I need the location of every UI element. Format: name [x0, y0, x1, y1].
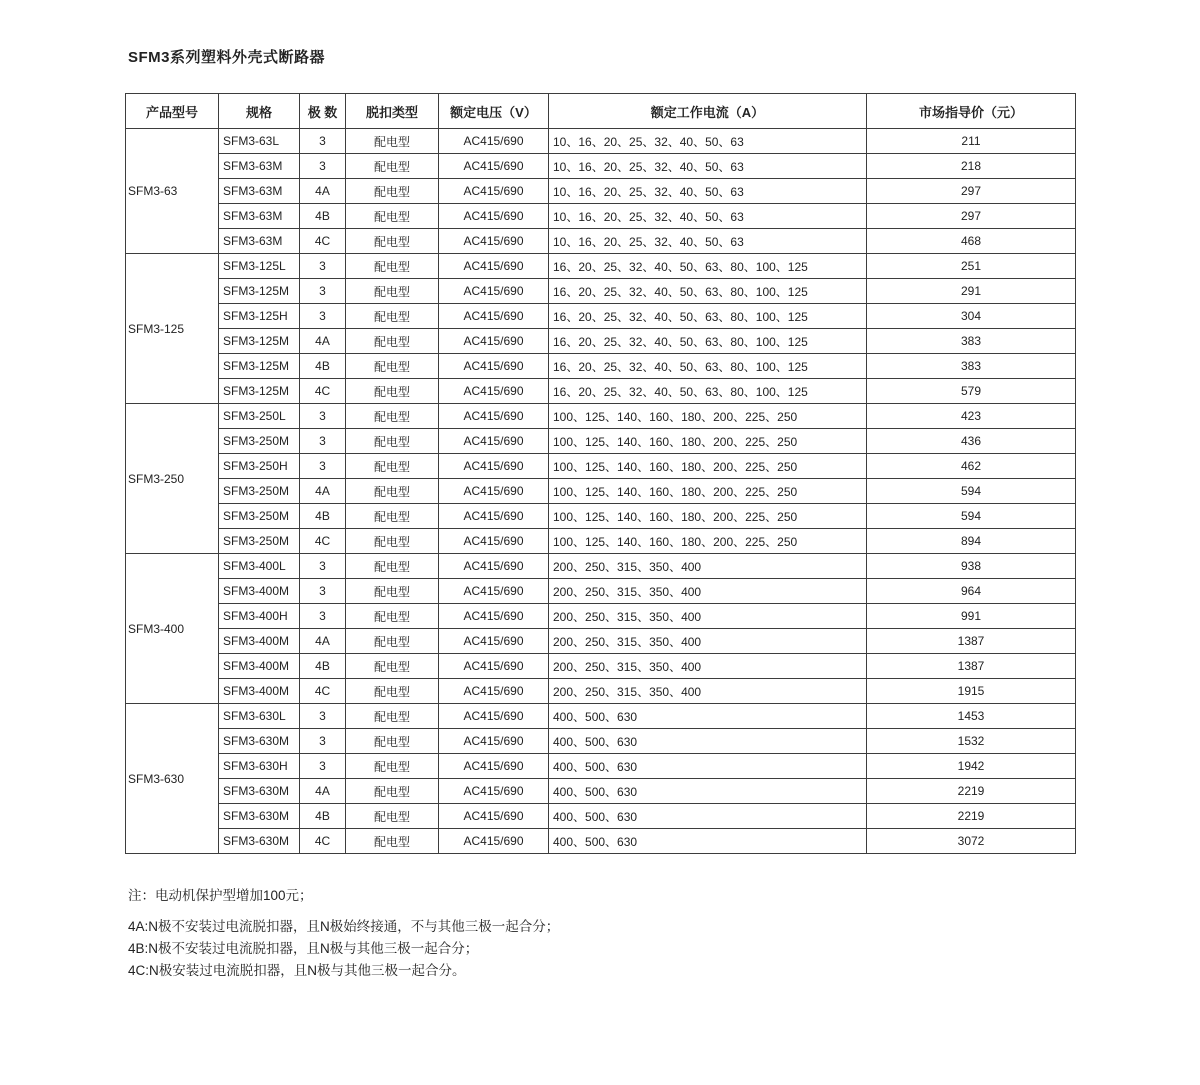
spec-cell: SFM3-63M: [219, 179, 300, 204]
current-cell: 200、250、315、350、400: [549, 654, 867, 679]
voltage-cell: AC415/690: [439, 179, 549, 204]
spec-cell: SFM3-63L: [219, 129, 300, 154]
current-cell: 400、500、630: [549, 829, 867, 854]
table-row: [126, 479, 1076, 504]
spec-cell: SFM3-125L: [219, 254, 300, 279]
table-row: [126, 679, 1076, 704]
notes-pole-definitions: [128, 916, 559, 982]
poles-cell: 3: [300, 754, 346, 779]
price-cell: 594: [867, 479, 1076, 504]
poles-cell: 4A: [300, 329, 346, 354]
trip-type-cell: 配电型: [346, 529, 439, 554]
table-body: [126, 129, 1076, 854]
voltage-cell: AC415/690: [439, 154, 549, 179]
spec-cell: SFM3-125M: [219, 279, 300, 304]
voltage-cell: AC415/690: [439, 779, 549, 804]
trip-type-cell: 配电型: [346, 604, 439, 629]
price-cell: 251: [867, 254, 1076, 279]
table-row: [126, 754, 1076, 779]
poles-cell: 3: [300, 704, 346, 729]
price-cell: 1532: [867, 729, 1076, 754]
current-cell: 10、16、20、25、32、40、50、63: [549, 154, 867, 179]
trip-type-cell: 配电型: [346, 204, 439, 229]
table-row: [126, 179, 1076, 204]
spec-cell: SFM3-125M: [219, 354, 300, 379]
spec-cell: SFM3-125M: [219, 329, 300, 354]
table-row: [126, 429, 1076, 454]
table-row: [126, 404, 1076, 429]
current-cell: 200、250、315、350、400: [549, 579, 867, 604]
column-header-4: 额定电压（V）: [439, 94, 549, 129]
voltage-cell: AC415/690: [439, 129, 549, 154]
voltage-cell: AC415/690: [439, 479, 549, 504]
table-row: [126, 279, 1076, 304]
trip-type-cell: 配电型: [346, 654, 439, 679]
product-model-cell: SFM3-63: [126, 129, 219, 254]
poles-cell: 3: [300, 154, 346, 179]
poles-cell: 4B: [300, 804, 346, 829]
trip-type-cell: 配电型: [346, 479, 439, 504]
current-cell: 100、125、140、160、180、200、225、250: [549, 454, 867, 479]
trip-type-cell: 配电型: [346, 804, 439, 829]
voltage-cell: AC415/690: [439, 204, 549, 229]
header-row: [126, 94, 1076, 129]
voltage-cell: AC415/690: [439, 704, 549, 729]
trip-type-cell: 配电型: [346, 279, 439, 304]
spec-cell: SFM3-400H: [219, 604, 300, 629]
price-cell: 991: [867, 604, 1076, 629]
current-cell: 400、500、630: [549, 704, 867, 729]
price-cell: 291: [867, 279, 1076, 304]
price-cell: 211: [867, 129, 1076, 154]
poles-cell: 4A: [300, 779, 346, 804]
current-cell: 100、125、140、160、180、200、225、250: [549, 529, 867, 554]
current-cell: 400、500、630: [549, 754, 867, 779]
trip-type-cell: 配电型: [346, 379, 439, 404]
spec-cell: SFM3-250M: [219, 479, 300, 504]
current-cell: 16、20、25、32、40、50、63、80、100、125: [549, 379, 867, 404]
poles-cell: 4A: [300, 179, 346, 204]
current-cell: 10、16、20、25、32、40、50、63: [549, 229, 867, 254]
poles-cell: 3: [300, 404, 346, 429]
price-cell: 894: [867, 529, 1076, 554]
poles-cell: 4A: [300, 479, 346, 504]
poles-cell: 4B: [300, 654, 346, 679]
spec-cell: SFM3-125H: [219, 304, 300, 329]
current-cell: 16、20、25、32、40、50、63、80、100、125: [549, 354, 867, 379]
trip-type-cell: 配电型: [346, 754, 439, 779]
trip-type-cell: 配电型: [346, 129, 439, 154]
current-cell: 10、16、20、25、32、40、50、63: [549, 129, 867, 154]
current-cell: 10、16、20、25、32、40、50、63: [549, 179, 867, 204]
current-cell: 400、500、630: [549, 779, 867, 804]
trip-type-cell: 配电型: [346, 504, 439, 529]
trip-type-cell: 配电型: [346, 729, 439, 754]
spec-cell: SFM3-400L: [219, 554, 300, 579]
trip-type-cell: 配电型: [346, 329, 439, 354]
current-cell: 200、250、315、350、400: [549, 604, 867, 629]
trip-type-cell: 配电型: [346, 229, 439, 254]
voltage-cell: AC415/690: [439, 329, 549, 354]
voltage-cell: AC415/690: [439, 279, 549, 304]
price-cell: 1942: [867, 754, 1076, 779]
table-row: [126, 729, 1076, 754]
table-row: [126, 204, 1076, 229]
price-cell: 594: [867, 504, 1076, 529]
poles-cell: 3: [300, 279, 346, 304]
spec-cell: SFM3-630M: [219, 829, 300, 854]
poles-cell: 4C: [300, 829, 346, 854]
trip-type-cell: 配电型: [346, 554, 439, 579]
poles-cell: 4C: [300, 529, 346, 554]
current-cell: 200、250、315、350、400: [549, 679, 867, 704]
table-row: [126, 829, 1076, 854]
table-row: [126, 229, 1076, 254]
price-cell: 468: [867, 229, 1076, 254]
spec-cell: SFM3-250L: [219, 404, 300, 429]
poles-cell: 3: [300, 254, 346, 279]
spec-cell: SFM3-630H: [219, 754, 300, 779]
price-cell: 579: [867, 379, 1076, 404]
table-row: [126, 704, 1076, 729]
product-model-cell: SFM3-630: [126, 704, 219, 854]
price-cell: 297: [867, 179, 1076, 204]
spec-cell: SFM3-250M: [219, 529, 300, 554]
note-4c: 4C:N极安装过电流脱扣器，且N极与其他三极一起合分。: [128, 963, 466, 978]
current-cell: 100、125、140、160、180、200、225、250: [549, 479, 867, 504]
current-cell: 100、125、140、160、180、200、225、250: [549, 504, 867, 529]
product-model-cell: SFM3-250: [126, 404, 219, 554]
price-cell: 423: [867, 404, 1076, 429]
spec-cell: SFM3-250H: [219, 454, 300, 479]
page-title: SFM3系列塑料外壳式断路器: [128, 49, 326, 66]
table-row: [126, 129, 1076, 154]
poles-cell: 4A: [300, 629, 346, 654]
current-cell: 100、125、140、160、180、200、225、250: [549, 429, 867, 454]
poles-cell: 3: [300, 304, 346, 329]
note-4b: 4B:N极不安装过电流脱扣器，且N极与其他三极一起合分；: [128, 941, 479, 956]
table-row: [126, 529, 1076, 554]
voltage-cell: AC415/690: [439, 354, 549, 379]
trip-type-cell: 配电型: [346, 704, 439, 729]
poles-cell: 4B: [300, 504, 346, 529]
price-cell: 436: [867, 429, 1076, 454]
poles-cell: 4B: [300, 204, 346, 229]
price-cell: 383: [867, 354, 1076, 379]
current-cell: 400、500、630: [549, 729, 867, 754]
voltage-cell: AC415/690: [439, 254, 549, 279]
voltage-cell: AC415/690: [439, 829, 549, 854]
price-cell: 1453: [867, 704, 1076, 729]
spec-cell: SFM3-630L: [219, 704, 300, 729]
voltage-cell: AC415/690: [439, 504, 549, 529]
current-cell: 10、16、20、25、32、40、50、63: [549, 204, 867, 229]
table-row: [126, 304, 1076, 329]
trip-type-cell: 配电型: [346, 354, 439, 379]
column-header-3: 脱扣类型: [346, 94, 439, 129]
table-row: [126, 354, 1076, 379]
table-row: [126, 379, 1076, 404]
table-header-row: [126, 94, 1076, 129]
trip-type-cell: 配电型: [346, 779, 439, 804]
poles-cell: 3: [300, 454, 346, 479]
note-4a: 4A:N极不安装过电流脱扣器，且N极始终接通，不与其他三极一起合分；: [128, 919, 560, 934]
poles-cell: 3: [300, 579, 346, 604]
product-model-cell: SFM3-125: [126, 254, 219, 404]
poles-cell: 3: [300, 429, 346, 454]
spec-cell: SFM3-63M: [219, 229, 300, 254]
table-row: [126, 579, 1076, 604]
product-model-cell: SFM3-400: [126, 554, 219, 704]
table-row: [126, 629, 1076, 654]
voltage-cell: AC415/690: [439, 304, 549, 329]
price-cell: 1915: [867, 679, 1076, 704]
voltage-cell: AC415/690: [439, 629, 549, 654]
price-cell: 938: [867, 554, 1076, 579]
trip-type-cell: 配电型: [346, 454, 439, 479]
trip-type-cell: 配电型: [346, 429, 439, 454]
spec-cell: SFM3-250M: [219, 429, 300, 454]
table-row: [126, 554, 1076, 579]
current-cell: 200、250、315、350、400: [549, 629, 867, 654]
trip-type-cell: 配电型: [346, 579, 439, 604]
table-row: [126, 504, 1076, 529]
voltage-cell: AC415/690: [439, 804, 549, 829]
spec-cell: SFM3-630M: [219, 804, 300, 829]
trip-type-cell: 配电型: [346, 154, 439, 179]
voltage-cell: AC415/690: [439, 654, 549, 679]
table-row: [126, 154, 1076, 179]
poles-cell: 3: [300, 604, 346, 629]
spec-cell: SFM3-125M: [219, 379, 300, 404]
spec-cell: SFM3-63M: [219, 154, 300, 179]
trip-type-cell: 配电型: [346, 404, 439, 429]
voltage-cell: AC415/690: [439, 454, 549, 479]
price-cell: 297: [867, 204, 1076, 229]
spec-cell: SFM3-630M: [219, 779, 300, 804]
spec-cell: SFM3-400M: [219, 629, 300, 654]
voltage-cell: AC415/690: [439, 429, 549, 454]
current-cell: 100、125、140、160、180、200、225、250: [549, 404, 867, 429]
poles-cell: 3: [300, 554, 346, 579]
column-header-5: 额定工作电流（A）: [549, 94, 867, 129]
poles-cell: 3: [300, 129, 346, 154]
price-cell: 218: [867, 154, 1076, 179]
voltage-cell: AC415/690: [439, 604, 549, 629]
voltage-cell: AC415/690: [439, 529, 549, 554]
price-cell: 964: [867, 579, 1076, 604]
current-cell: 16、20、25、32、40、50、63、80、100、125: [549, 254, 867, 279]
current-cell: 16、20、25、32、40、50、63、80、100、125: [549, 279, 867, 304]
voltage-cell: AC415/690: [439, 679, 549, 704]
note-motor-protection: 注：电动机保护型增加100元；: [128, 888, 313, 903]
product-spec-table: [125, 93, 1076, 854]
voltage-cell: AC415/690: [439, 554, 549, 579]
table-row: [126, 254, 1076, 279]
poles-cell: 4B: [300, 354, 346, 379]
spec-cell: SFM3-250M: [219, 504, 300, 529]
voltage-cell: AC415/690: [439, 229, 549, 254]
spec-cell: SFM3-630M: [219, 729, 300, 754]
spec-cell: SFM3-400M: [219, 579, 300, 604]
current-cell: 200、250、315、350、400: [549, 554, 867, 579]
spec-cell: SFM3-400M: [219, 654, 300, 679]
price-cell: 383: [867, 329, 1076, 354]
price-cell: 1387: [867, 629, 1076, 654]
trip-type-cell: 配电型: [346, 254, 439, 279]
current-cell: 16、20、25、32、40、50、63、80、100、125: [549, 304, 867, 329]
current-cell: 400、500、630: [549, 804, 867, 829]
price-cell: 304: [867, 304, 1076, 329]
current-cell: 16、20、25、32、40、50、63、80、100、125: [549, 329, 867, 354]
table-row: [126, 329, 1076, 354]
poles-cell: 4C: [300, 679, 346, 704]
trip-type-cell: 配电型: [346, 629, 439, 654]
trip-type-cell: 配电型: [346, 304, 439, 329]
spec-cell: SFM3-400M: [219, 679, 300, 704]
table-row: [126, 454, 1076, 479]
voltage-cell: AC415/690: [439, 404, 549, 429]
price-cell: 462: [867, 454, 1076, 479]
price-cell: 1387: [867, 654, 1076, 679]
column-header-0: 产品型号: [126, 94, 219, 129]
price-cell: 3072: [867, 829, 1076, 854]
column-header-1: 规格: [219, 94, 300, 129]
price-cell: 2219: [867, 779, 1076, 804]
voltage-cell: AC415/690: [439, 379, 549, 404]
price-cell: 2219: [867, 804, 1076, 829]
spec-cell: SFM3-63M: [219, 204, 300, 229]
voltage-cell: AC415/690: [439, 579, 549, 604]
table-row: [126, 779, 1076, 804]
table-row: [126, 604, 1076, 629]
trip-type-cell: 配电型: [346, 679, 439, 704]
poles-cell: 3: [300, 729, 346, 754]
voltage-cell: AC415/690: [439, 729, 549, 754]
table-row: [126, 804, 1076, 829]
voltage-cell: AC415/690: [439, 754, 549, 779]
trip-type-cell: 配电型: [346, 179, 439, 204]
table-row: [126, 654, 1076, 679]
column-header-2: 极 数: [300, 94, 346, 129]
poles-cell: 4C: [300, 379, 346, 404]
poles-cell: 4C: [300, 229, 346, 254]
trip-type-cell: 配电型: [346, 829, 439, 854]
column-header-6: 市场指导价（元）: [867, 94, 1076, 129]
